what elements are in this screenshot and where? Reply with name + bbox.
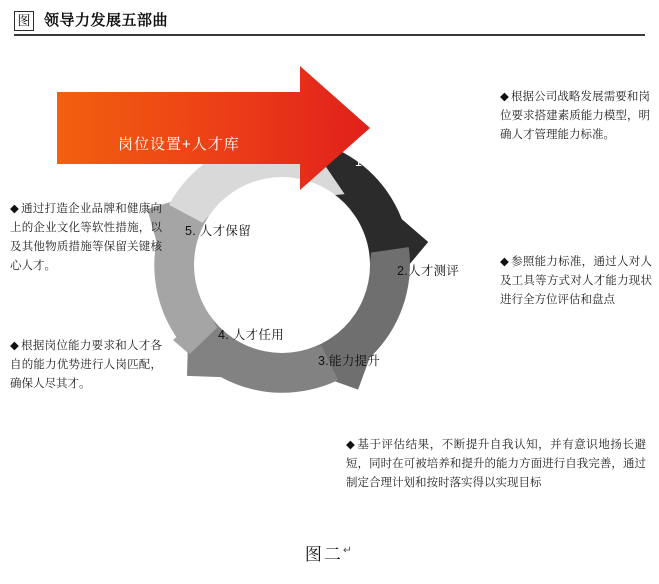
banner-label: 岗位设置+人才库 <box>118 136 240 153</box>
note-standard-bullet: ◆ <box>500 91 509 103</box>
header-bar <box>14 10 645 36</box>
note-improvement-bullet: ◆ <box>346 439 356 451</box>
note-assessment-bullet: ◆ <box>500 256 510 268</box>
paragraph-mark: ↵ <box>342 544 355 557</box>
stage-5-label: 5. 人才保留 <box>185 224 251 238</box>
note-assessment-text: 参照能力标准，通过人对人及工具等方式对人才能力现状进行全方位评估和盘点 <box>500 256 652 306</box>
stage-4-label: 4. 人才任用 <box>218 328 284 342</box>
page-title: 领导力发展五部曲 <box>44 12 169 29</box>
note-improvement-text: 基于评估结果，不断提升自我认知，并有意识地扬长避短，同时在可被培养和提升的能力方面进行自我完善，通过制定合理计划和按时落实得以实现目标 <box>346 439 646 489</box>
header-badge: 图 <box>14 11 34 31</box>
stage-1-label: 1.标准制定 <box>355 155 418 169</box>
figure-caption <box>0 540 659 565</box>
stage-3-label: 3.能力提升 <box>318 354 381 368</box>
figure-caption-text: 图二 <box>304 545 343 564</box>
note-appointment-text: 根据岗位能力要求和人才各自的能力优势进行人岗匹配，确保人尽其才。 <box>10 340 162 390</box>
note-retention-bullet: ◆ <box>10 203 20 215</box>
note-improvement <box>346 436 646 493</box>
note-standard-text: 根据公司战略发展需要和岗位要求搭建素质能力模型，明确人才管理能力标准。 <box>500 91 650 141</box>
note-retention <box>10 200 162 276</box>
note-appointment-bullet: ◆ <box>10 340 20 352</box>
note-standard <box>500 88 650 145</box>
note-appointment <box>10 337 162 394</box>
note-assessment <box>500 253 652 310</box>
stage-2-label: 2.人才测评 <box>397 264 460 278</box>
note-retention-text: 通过打造企业品牌和健康向上的企业文化等软性措施，以及其他物质措施等保留关键核心人才。 <box>10 203 162 272</box>
